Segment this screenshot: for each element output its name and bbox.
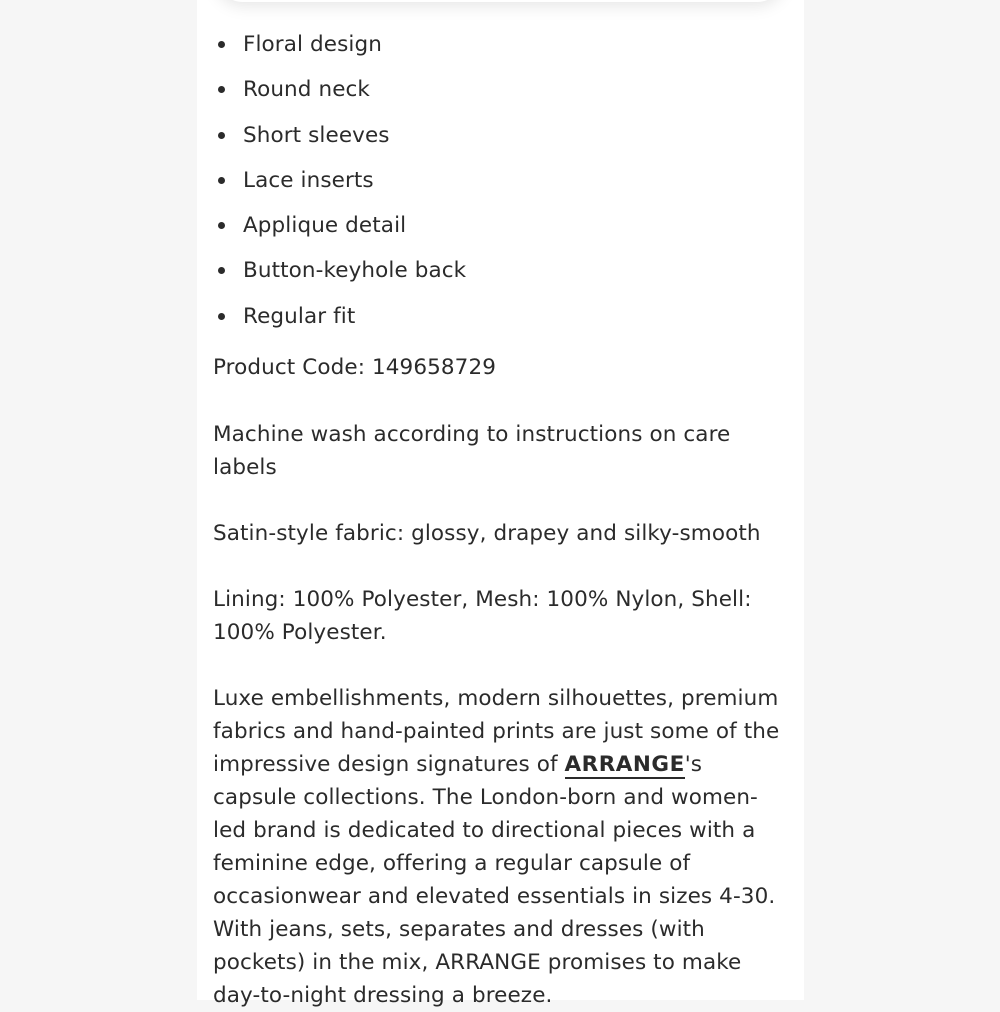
feature-item: Round neck [213,67,791,112]
brand-link[interactable]: ARRANGE [564,752,685,778]
top-panel-edge [215,0,785,2]
feature-item: Short sleeves [213,113,791,158]
feature-item: Button-keyhole back [213,248,791,293]
product-code: Product Code: 149658729 [213,355,496,381]
feature-item: Lace inserts [213,158,791,203]
brand-description-rest: 's capsule collections. The London-born and women-led brand is dedicated to directional pieces with a feminine edge, offering a regular capsule of occasionwear and elevated essentials in sizes 4-30. With jeans, sets, separates and dresses (with pockets) in the mix, ARRANGE promises to make day-to-night dressing a breeze. [213,752,776,1009]
fabric-description: Satin-style fabric: glossy, drapey and silky-smooth [213,521,761,547]
fabric-composition: Lining: 100% Polyester, Mesh: 100% Nylon, Shell: 100% Polyester. [213,587,752,646]
feature-item: Regular fit [213,294,791,339]
feature-list [213,22,791,339]
brand-description-intro: Luxe embellishments, modern silhouettes, premium fabrics and hand-painted prints are just some of the impressive design signatures of [213,686,780,778]
product-description [213,22,791,1012]
feature-item: Applique detail [213,203,791,248]
care-instructions: Machine wash according to instructions on care labels [213,422,731,481]
feature-item: Floral design [213,22,791,67]
brand-description [213,682,791,1012]
